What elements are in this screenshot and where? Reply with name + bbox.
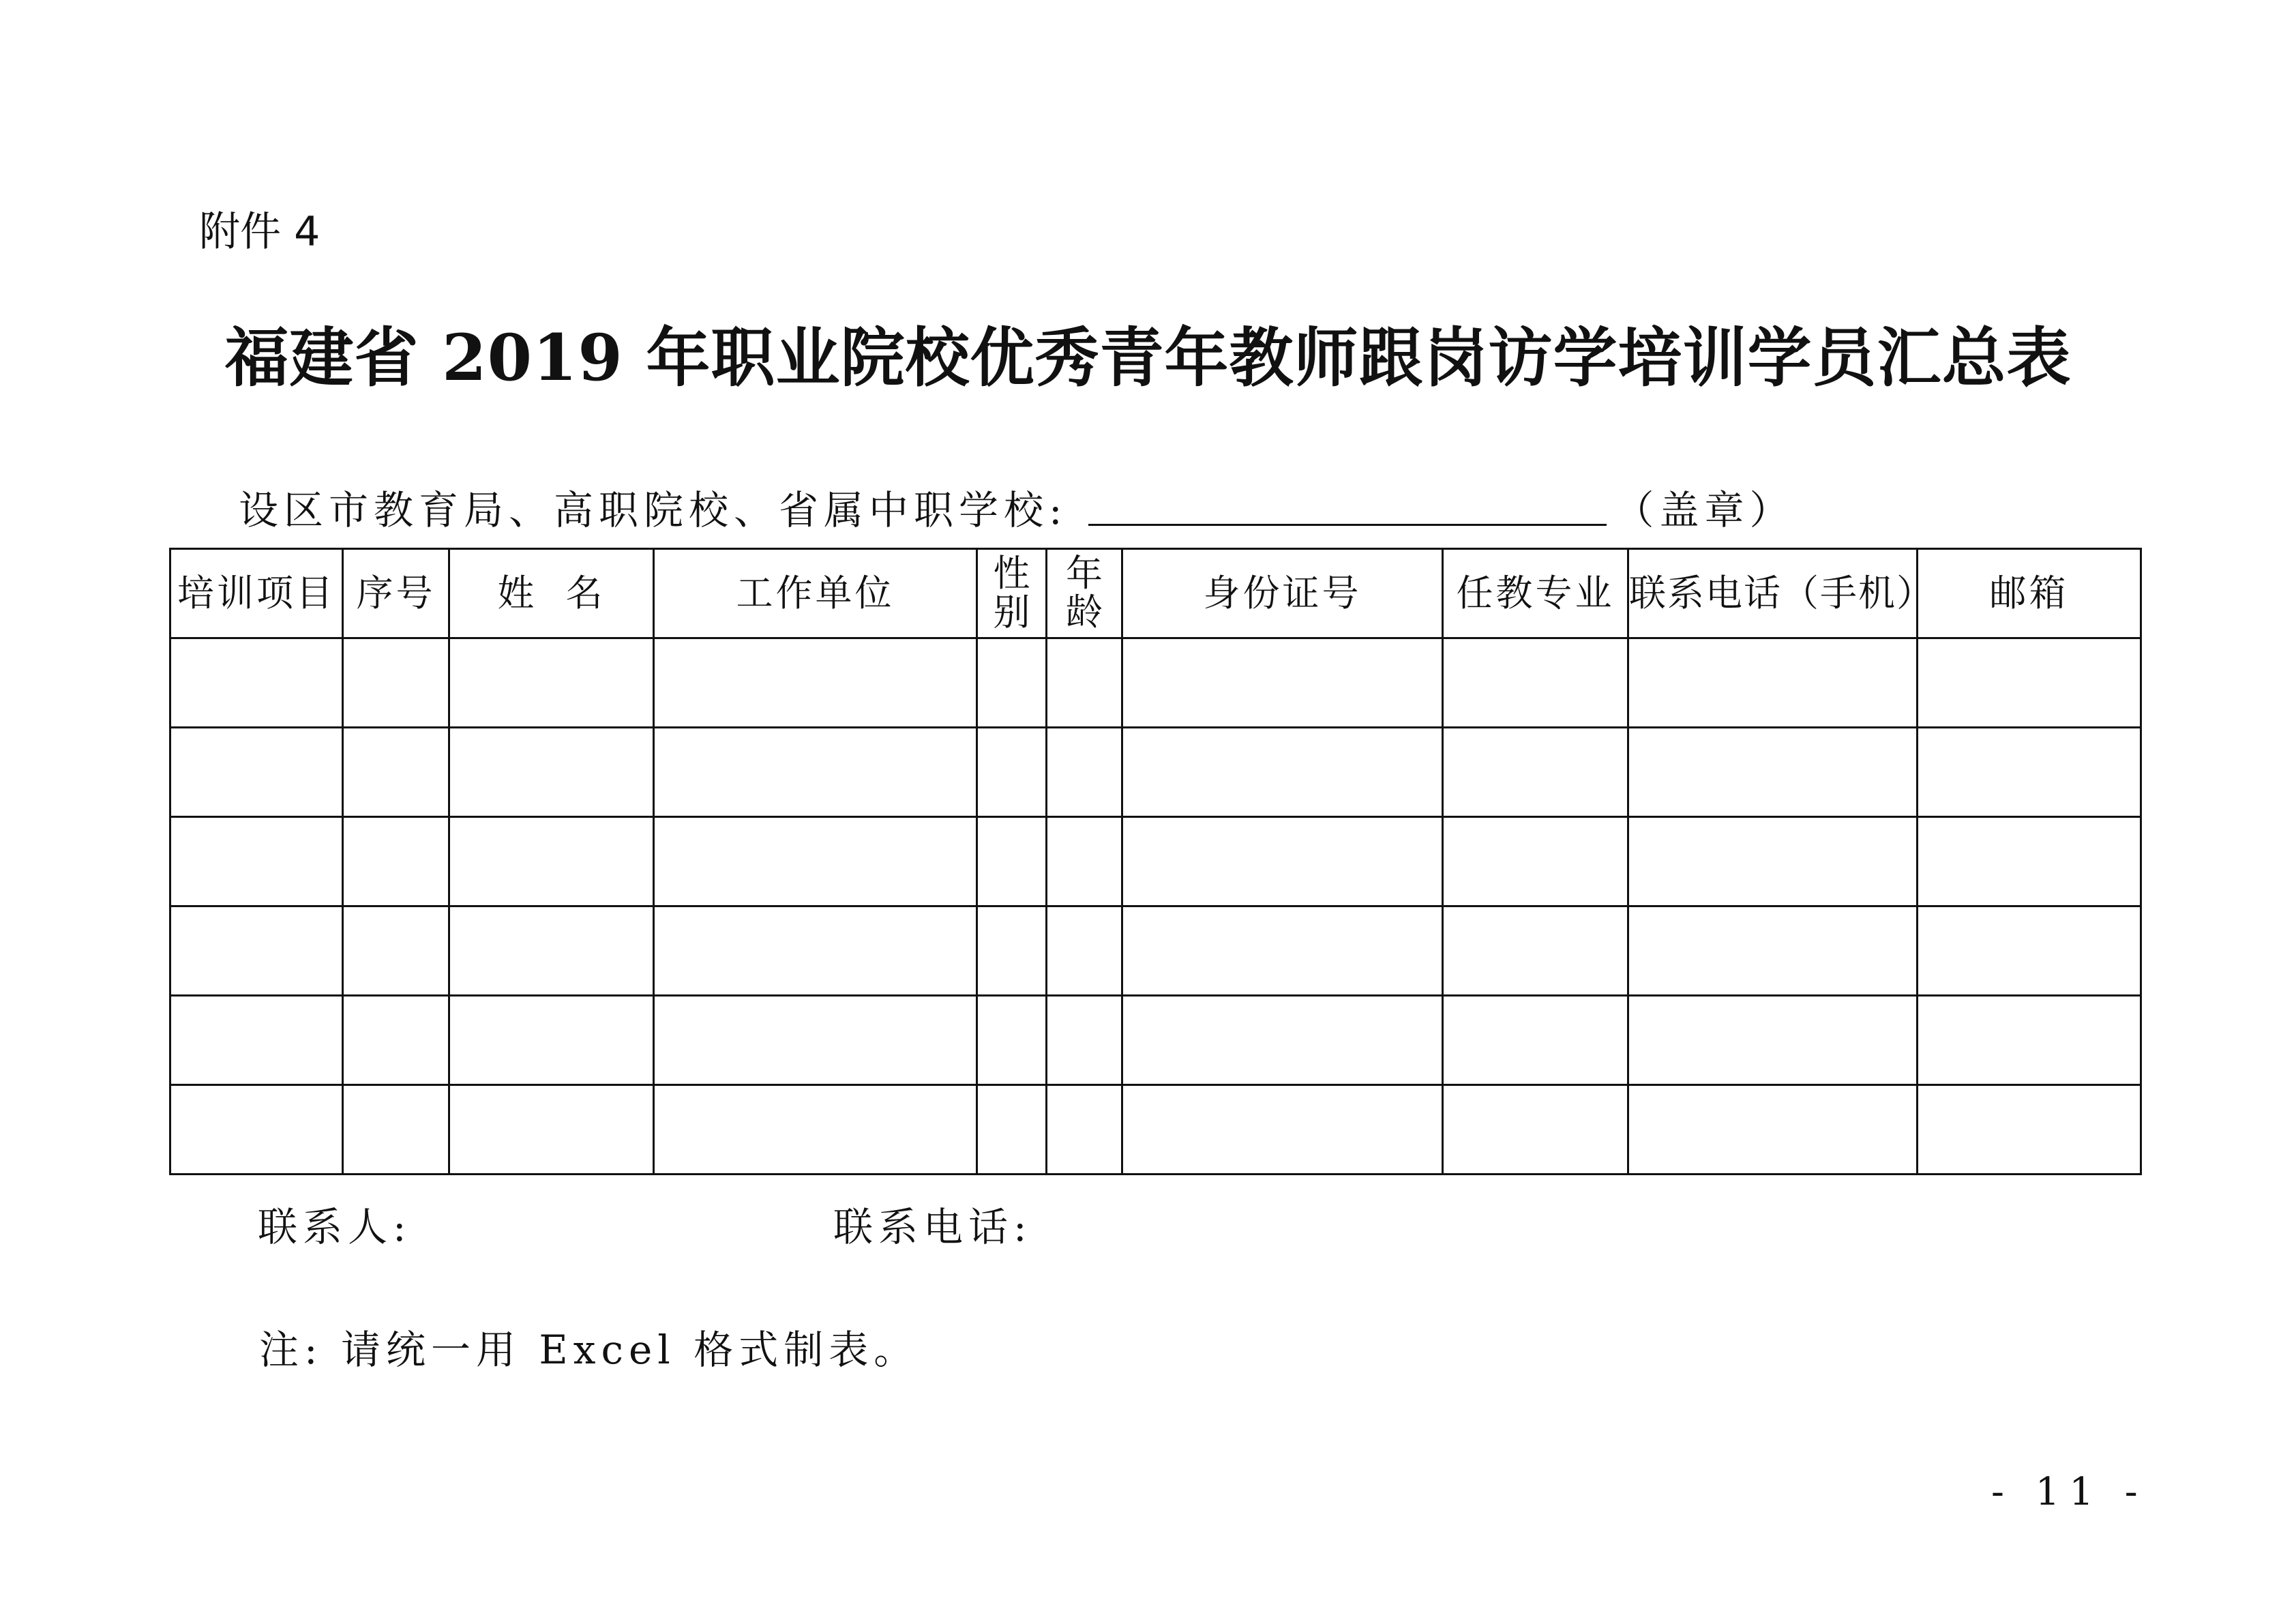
cell-id-number[interactable] — [1122, 1085, 1443, 1175]
cell-training-project[interactable] — [170, 638, 343, 728]
cell-age[interactable] — [1047, 638, 1122, 728]
cell-training-project[interactable] — [170, 996, 343, 1085]
cell-serial-number[interactable] — [343, 638, 449, 728]
cell-training-project[interactable] — [170, 728, 343, 817]
cell-age[interactable] — [1047, 728, 1122, 817]
table-row — [170, 1085, 2141, 1175]
cell-email[interactable] — [1918, 638, 2141, 728]
header-name-text: 姓 名 — [497, 571, 606, 615]
roster-table — [169, 548, 2142, 1175]
header-gender-line2: 别 — [993, 591, 1030, 634]
header-gender — [977, 549, 1047, 638]
cell-phone[interactable] — [1628, 1085, 1918, 1175]
cell-training-project[interactable] — [170, 906, 343, 996]
header-age-line2: 龄 — [1066, 591, 1103, 634]
cell-phone[interactable] — [1628, 728, 1918, 817]
cell-serial-number[interactable] — [343, 728, 449, 817]
header-training-project: 培训项目 — [170, 549, 343, 638]
cell-id-number[interactable] — [1122, 906, 1443, 996]
cell-work-unit[interactable] — [654, 906, 977, 996]
header-email: 邮箱 — [1918, 549, 2141, 638]
attachment-label: 附件 4 — [199, 208, 320, 256]
header-name — [449, 549, 654, 638]
table-row — [170, 906, 2141, 996]
cell-id-number[interactable] — [1122, 638, 1443, 728]
cell-work-unit[interactable] — [654, 728, 977, 817]
header-work-unit: 工作单位 — [654, 549, 977, 638]
unit-line — [239, 484, 1795, 533]
cell-gender[interactable] — [977, 996, 1047, 1085]
cell-training-project[interactable] — [170, 1085, 343, 1175]
header-age-line1: 年 — [1066, 552, 1103, 595]
cell-gender[interactable] — [977, 1085, 1047, 1175]
cell-phone[interactable] — [1628, 638, 1918, 728]
contact-person-label: 联系人: — [258, 1204, 412, 1250]
cell-teaching-major[interactable] — [1443, 638, 1628, 728]
format-note: 注: 请统一用 Excel 格式制表。 — [259, 1327, 919, 1373]
cell-work-unit[interactable] — [654, 817, 977, 906]
cell-serial-number[interactable] — [343, 1085, 449, 1175]
cell-work-unit[interactable] — [654, 1085, 977, 1175]
cell-name[interactable] — [449, 1085, 654, 1175]
roster-body — [170, 638, 2141, 1175]
cell-gender[interactable] — [977, 638, 1047, 728]
cell-serial-number[interactable] — [343, 996, 449, 1085]
cell-phone[interactable] — [1628, 996, 1918, 1085]
table-row — [170, 728, 2141, 817]
stamp-note: （盖章） — [1614, 487, 1795, 533]
cell-phone[interactable] — [1628, 906, 1918, 996]
cell-teaching-major[interactable] — [1443, 1085, 1628, 1175]
cell-teaching-major[interactable] — [1443, 817, 1628, 906]
cell-phone[interactable] — [1628, 817, 1918, 906]
cell-age[interactable] — [1047, 996, 1122, 1085]
cell-training-project[interactable] — [170, 817, 343, 906]
cell-id-number[interactable] — [1122, 728, 1443, 817]
cell-gender[interactable] — [977, 728, 1047, 817]
cell-email[interactable] — [1918, 1085, 2141, 1175]
header-serial-number: 序号 — [343, 549, 449, 638]
unit-label: 设区市教育局、高职院校、省属中职学校: — [239, 487, 1068, 533]
cell-email[interactable] — [1918, 996, 2141, 1085]
cell-email[interactable] — [1918, 728, 2141, 817]
table-row — [170, 996, 2141, 1085]
header-phone: 联系电话（手机） — [1628, 549, 1918, 638]
table-row — [170, 817, 2141, 906]
unit-name-blank[interactable] — [1088, 484, 1607, 526]
header-row — [170, 549, 2141, 638]
cell-work-unit[interactable] — [654, 996, 977, 1085]
cell-serial-number[interactable] — [343, 817, 449, 906]
contact-phone-label: 联系电话: — [833, 1204, 1032, 1250]
cell-email[interactable] — [1918, 817, 2141, 906]
cell-serial-number[interactable] — [343, 906, 449, 996]
cell-age[interactable] — [1047, 1085, 1122, 1175]
cell-gender[interactable] — [977, 906, 1047, 996]
cell-work-unit[interactable] — [654, 638, 977, 728]
cell-gender[interactable] — [977, 817, 1047, 906]
cell-age[interactable] — [1047, 817, 1122, 906]
cell-age[interactable] — [1047, 906, 1122, 996]
cell-name[interactable] — [449, 817, 654, 906]
header-id-number: 身份证号 — [1122, 549, 1443, 638]
cell-id-number[interactable] — [1122, 817, 1443, 906]
document-title: 福建省 2019 年职业院校优秀青年教师跟岗访学培训学员汇总表 — [224, 321, 2072, 396]
table-row — [170, 638, 2141, 728]
cell-email[interactable] — [1918, 906, 2141, 996]
header-age — [1047, 549, 1122, 638]
cell-name[interactable] — [449, 638, 654, 728]
cell-teaching-major[interactable] — [1443, 996, 1628, 1085]
cell-teaching-major[interactable] — [1443, 728, 1628, 817]
cell-name[interactable] — [449, 996, 654, 1085]
page-number: - 11 - — [1991, 1470, 2147, 1514]
header-teaching-major: 任教专业 — [1443, 549, 1628, 638]
cell-name[interactable] — [449, 728, 654, 817]
header-gender-line1: 性 — [993, 552, 1030, 595]
cell-name[interactable] — [449, 906, 654, 996]
cell-id-number[interactable] — [1122, 996, 1443, 1085]
cell-teaching-major[interactable] — [1443, 906, 1628, 996]
